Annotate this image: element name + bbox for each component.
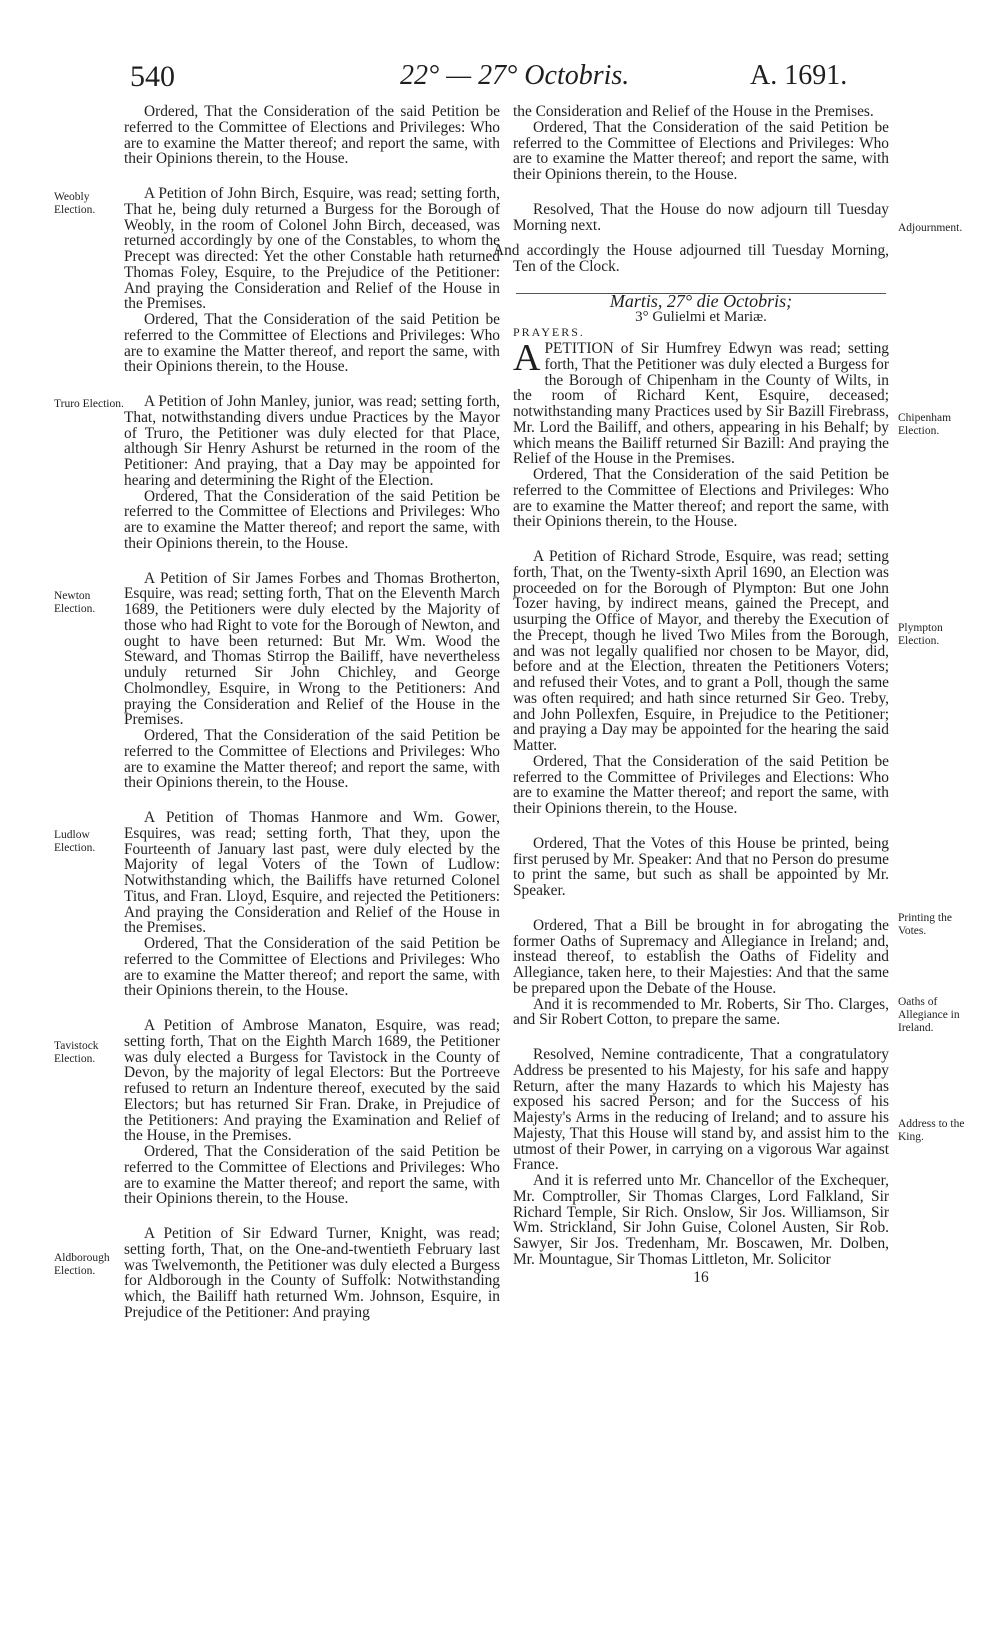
margin-note-weobly: Weobly Election. bbox=[54, 191, 96, 216]
chipenham-petition-text: PETITION of Sir Humfrey Edwyn was read; setting forth, That the Petitioner was duly elected a Burgess for the Borough of Chipenham in the County of Wilts, in the room of Richard Kent, Esquire, deceased; notwithstanding many Practices used by Sir Bazill Firebrass, Mr. Lord the Bailiff, and others, appearing in his Behalf; by which means the Bailiff returned Sir Bazill: And praying the Relief of the House in the Premises. bbox=[513, 340, 889, 468]
weobly-petition: A Petition of John Birch, Esquire, was read; setting forth, That he, being duly returned a Burgess for the Borough of Weobly, in the room of Colonel John Birch, deceased, was returned accordingly by one of the Constables, to whom the Precept was directed: Yet the other Constable hath returned Thomas Foley, Esquire, to the Prejudice of the Petitioner: And praying the Consideration and Relief of the House in the Premises. bbox=[124, 185, 500, 313]
page-number: 540 bbox=[130, 60, 175, 93]
adjourned-note: And accordingly the House adjourned till Tuesday Morning, Ten of the Clock. bbox=[493, 242, 889, 275]
ludlow-petition: A Petition of Thomas Hanmore and Wm. Gower, Esquires, was read; setting forth, That they, upon the Fourteenth of January last past, were duly elected by the Majority of legal Voters of the Town of Ludlow: Notwithstanding which, the Bailiffs have returned Colonel Titus, and Fran. Lloyd, Esquire, and rejected the Petitioners: And praying the Consideration and Relief of the House in the Premises. bbox=[124, 809, 500, 937]
newton-order: Ordered, That the Consideration of the said Petition be referred to the Committee of Elections and Privileges: Who are to examine the Matter thereof; and report the same, with their Opinions therein, to the House. bbox=[124, 727, 500, 792]
chipenham-petition bbox=[513, 337, 889, 468]
margin-note-oaths: Oaths of Allegiance in Ireland. bbox=[898, 996, 960, 1034]
truro-petition: A Petition of John Manley, junior, was read; setting forth, That, notwithstanding divers undue Practices by the Mayor of Truro, the Petitioner was duly elected for that Place, although Sir Henry Ashurst be returned in the room of the Petitioner: And praying, that a Day may be appointed for hearing and determining the Right of the Election. bbox=[124, 393, 500, 489]
reign-line: 3° Gulielmi et Mariæ. bbox=[635, 308, 767, 325]
drop-cap: A bbox=[513, 337, 541, 379]
newton-petition: A Petition of Sir James Forbes and Thomas Brotherton, Esquire, was read; setting forth, That on the Eleventh March 1689, the Petitioners were duly elected by the Majority of those who had Right to vote for the Borough of Newton, and ought to have been returned: But Mr. Wm. Wood the Steward, and Thomas Stirrop the Bailiff, have nevertheless unduly returned Sir John Chichley, and George Cholmondley, Esquire, in Wrong to the Petitioners: And praying the Consideration and Relief of the House in the Premises. bbox=[124, 569, 500, 729]
margin-note-adjournment: Adjournment. bbox=[898, 222, 963, 234]
margin-note-aldborough: Aldborough Election. bbox=[54, 1252, 110, 1277]
margin-note-address: Address to the King. bbox=[898, 1118, 965, 1143]
truro-order: Ordered, That the Consideration of the said Petition be referred to the Committee of Elections and Privileges: Who are to examine the Matter thereof; and report the same, with their Opinions therein, to the House. bbox=[124, 487, 500, 552]
weobly-order: Ordered, That the Consideration of the said Petition be referred to the Committee of Elections and Privileges: Who are to examine the Matter thereof, and report the same, with their Opinions therein, to the House. bbox=[124, 311, 500, 376]
margin-note-plympton: Plympton Election. bbox=[898, 622, 943, 647]
margin-note-truro: Truro Election. bbox=[54, 398, 124, 410]
ludlow-order: Ordered, That the Consideration of the said Petition be referred to the Committee of Elections and Privileges: Who are to examine the Matter thereof; and report the same, with their Opinions therein, to the House. bbox=[124, 935, 500, 1000]
tavistock-order: Ordered, That the Consideration of the said Petition be referred to the Committee of Elections and Privileges: Who are to examine the Matter thereof; and report the same, with their Opinions therein, to the House. bbox=[124, 1143, 500, 1208]
address-resolved: Resolved, Nemine contradicente, That a congratulatory Address be presented to his Majesty, for his safe and happy Return, after the many Hazards to which his Majesty has exposed his sacred Person; and for the Success of his Majesty's Arms in the reducing of Ireland; and to assure his Majesty, That this House will stand by, and assist him to the utmost of their Power, in carrying on a vigorous War against France. bbox=[513, 1046, 889, 1174]
margin-note-chipenham: Chipenham Election. bbox=[898, 412, 952, 437]
margin-note-votes: Printing the Votes. bbox=[898, 912, 952, 937]
signature-mark: 16 bbox=[693, 1268, 709, 1286]
running-title: 22° — 27° Octobris. bbox=[400, 60, 630, 91]
margin-note-tavistock: Tavistock Election. bbox=[54, 1040, 99, 1065]
prayers-heading: PRAYERS. bbox=[513, 325, 585, 340]
year-heading: A. 1691. bbox=[750, 60, 848, 91]
plympton-petition: A Petition of Richard Strode, Esquire, was read; setting forth, That, on the Twenty-sixth April 1690, an Election was proceeded on for the Borough of Plympton: But one John Tozer having, by indirect means, gained the Precept, and usurping the Office of Mayor, and thereby the Execution of the Precept, though he lived Two Miles from the Borough, and was not legally qualified nor chosen to be Mayor, did, before and at the Election, threaten the Petitioners Voters; and refused their Votes, and to grant a Poll, though the same was often required; and hath since returned Sir Geo. Treby, and John Pollexfen, Esquire, in Prejudice to the Petitioner; and praying a Day may be appointed for the hearing the said Matter. bbox=[513, 548, 889, 754]
aldborough-order: Ordered, That the Consideration of the said Petition be referred to the Committee of Elections and Privileges: Who are to examine the Matter thereof; and report the same, with their Opinions therein, to the House. bbox=[513, 118, 889, 183]
votes-order: Ordered, That the Votes of this House be printed, being first perused by Mr. Speaker: And that no Person do presume to print the same, but such as shall be appointed by Mr. Speaker. bbox=[513, 834, 889, 899]
plympton-order: Ordered, That the Consideration of the said Petition be referred to the Committee of Privileges and Elections: Who are to examine the Matter thereof; and report the same, with their Opinions therein, to the House. bbox=[513, 752, 889, 817]
oaths-recommended: And it is recommended to Mr. Roberts, Sir Tho. Clarges, and Sir Robert Cotton, to prepare the same. bbox=[513, 995, 889, 1029]
right-column bbox=[493, 103, 889, 1286]
date-heading: Martis, 27° die Octobris; bbox=[609, 290, 793, 311]
aldborough-petition: A Petition of Sir Edward Turner, Knight, was read; setting forth, That, on the One-and-twentieth February last was Twelvemonth, the Petitioner was duly elected a Burgess for Aldborough in the County of Suffolk: Notwithstanding which, the Bailiff hath returned Wm. Johnson, Esquire, in Prejudice of the Petitioner: And praying bbox=[124, 1225, 500, 1321]
address-referred: And it is referred unto Mr. Chancellor of the Exchequer, Mr. Comptroller, Sir Thomas Clarges, Lord Falkland, Sir Richard Temple, Sir Rich. Onslow, Sir Jos. Williamson, Sir Wm. Strickland, Sir John Guise, Colonel Austen, Sir Rob. Sawyer, Sir Jos. Tredenham, Mr. Boscawen, Mr. Dolben, Mr. Mountague, Sir Thomas Littleton, Mr. Solicitor bbox=[513, 1172, 889, 1268]
margin-note-newton: Newton Election. bbox=[54, 590, 96, 615]
oaths-order: Ordered, That a Bill be brought in for abrogating the former Oaths of Supremacy and Allegiance in Ireland; and, instead thereof, to establish the Oaths of Fidelity and Allegiance, taken here, to their Majesties: And that the same be prepared upon the Debate of the House. bbox=[513, 916, 889, 997]
margin-note-ludlow: Ludlow Election. bbox=[54, 829, 96, 854]
tavistock-petition: A Petition of Ambrose Manaton, Esquire, was read; setting forth, That on the Eighth March 1689, the Petitioner was duly elected a Burgess for Tavistock in the County of Devon, by the majority of legal Electors: But the Portreeve refused to return an Indenture thereof, executed by the said Electors; but has returned Sir Fran. Drake, in Prejudice of the Petitioners: And praying the Examination and Relief of the House, in the Premises. bbox=[124, 1017, 500, 1145]
aldborough-continuation: the Consideration and Relief of the House in the Premises. bbox=[513, 103, 874, 120]
continuation-order: Ordered, That the Consideration of the said Petition be referred to the Committee of Elections and Privileges: Who are to examine the Matter thereof; and report the same, with their Opinions therein, to the House. bbox=[124, 103, 500, 168]
page-header bbox=[0, 60, 992, 100]
chipenham-order: Ordered, That the Consideration of the said Petition be referred to the Committee of Elections and Privileges: Who are to examine the Matter thereof; and report the same, with their Opinions therein, to the House. bbox=[513, 466, 889, 531]
resolved-adjourn: Resolved, That the House do now adjourn till Tuesday Morning next. bbox=[513, 200, 889, 234]
left-column bbox=[124, 104, 500, 1321]
